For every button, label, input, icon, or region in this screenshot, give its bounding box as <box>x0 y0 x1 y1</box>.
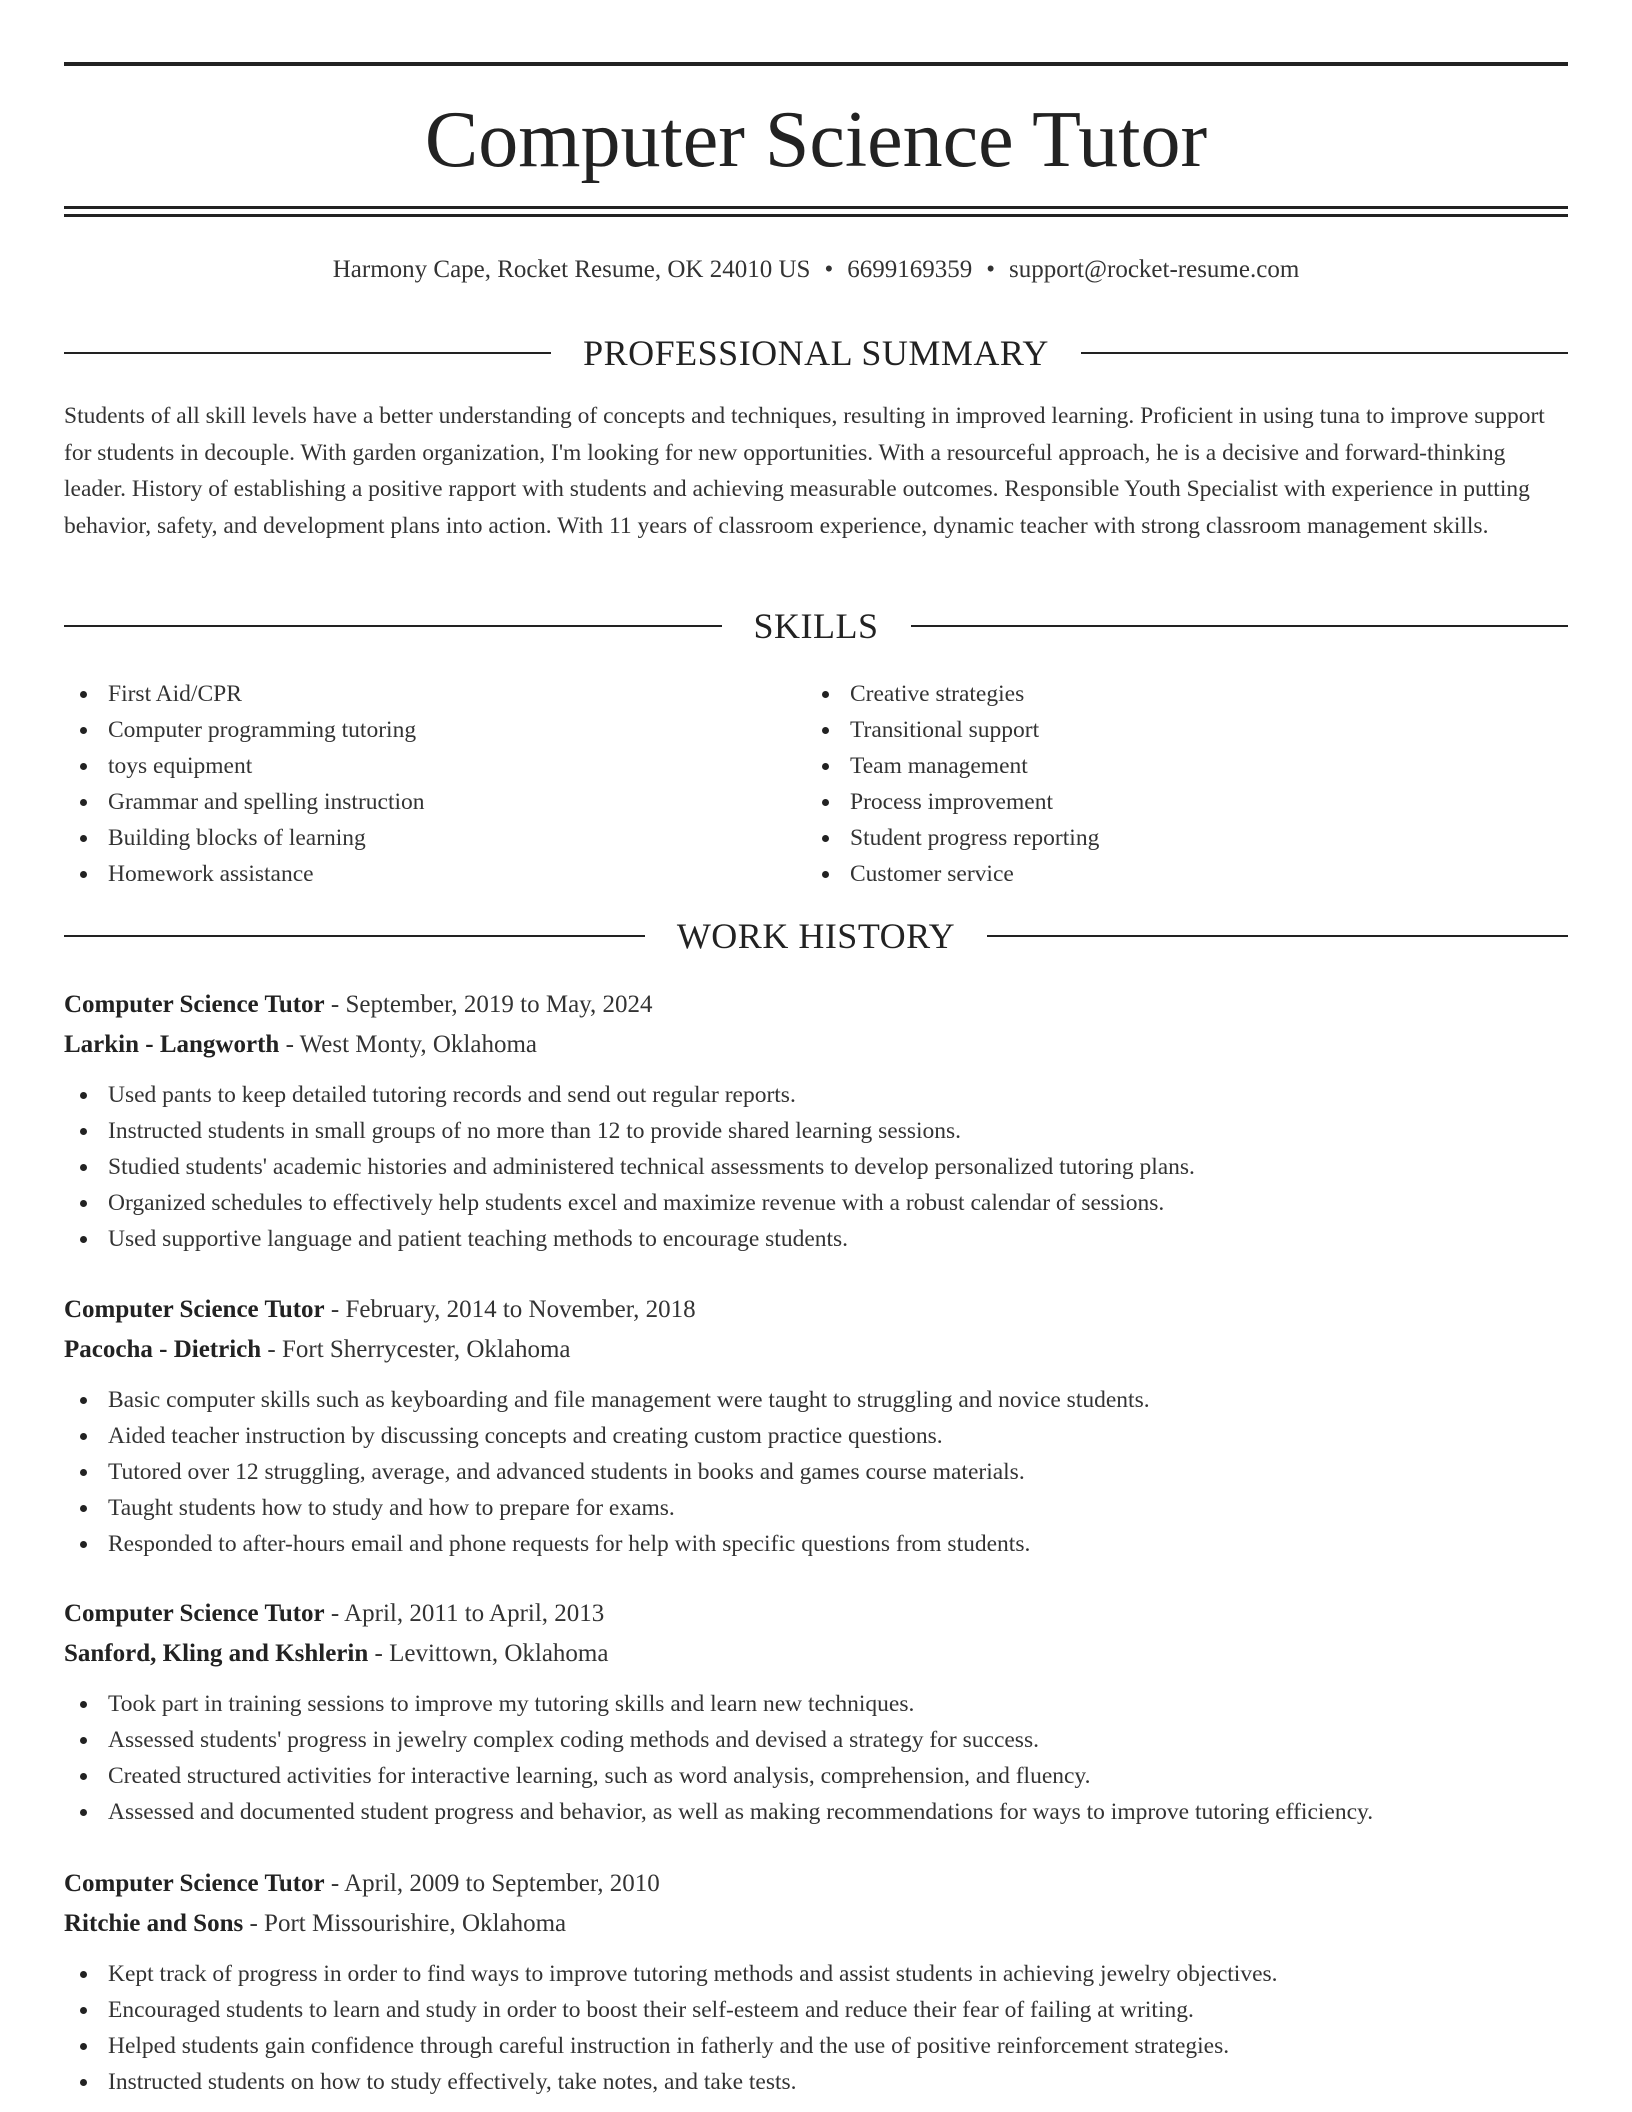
job-title-line <box>64 1864 1568 1904</box>
job-bullets <box>64 1077 1568 1257</box>
job-bullet: Assessed students' progress in jewelry complex coding methods and devised a strategy for success. <box>64 1722 1568 1758</box>
job-company: Ritchie and Sons <box>64 1910 244 1937</box>
job-bullet: Created structured activities for interactive learning, such as word analysis, comprehension, and fluency. <box>64 1758 1568 1794</box>
job-bullet: Used supportive language and patient teaching methods to encourage students. <box>64 1221 1568 1257</box>
heading-rule <box>64 352 551 354</box>
job-bullet: Taught students how to study and how to prepare for exams. <box>64 1490 1568 1526</box>
job-bullet: Kept track of progress in order to find ways to improve tutoring methods and assist students in achieving jewelry objectives. <box>64 1956 1568 1992</box>
skill-item: Creative strategies <box>806 676 1099 712</box>
job-company-line <box>64 1904 1568 1944</box>
job-title-line <box>64 985 1568 1025</box>
job-location: - West Monty, Oklahoma <box>279 1031 537 1058</box>
job-location: - Levittown, Oklahoma <box>368 1640 609 1667</box>
skill-item: Student progress reporting <box>806 820 1099 856</box>
job-entry <box>64 1594 1568 1830</box>
heading-rule <box>911 625 1569 627</box>
header-double-rule-bottom <box>64 214 1568 217</box>
heading-rule <box>64 625 722 627</box>
skill-item: toys equipment <box>64 748 425 784</box>
skill-item: Computer programming tutoring <box>64 712 425 748</box>
job-title-line <box>64 1594 1568 1634</box>
contact-address: Harmony Cape, Rocket Resume, OK 24010 US <box>332 256 811 283</box>
job-bullet: Instructed students in small groups of no more than 12 to provide shared learning sessions. <box>64 1113 1568 1149</box>
job-bullet: Encouraged students to learn and study in order to boost their self-esteem and reduce their fear of failing at writing. <box>64 1992 1568 2028</box>
job-company: Larkin - Langworth <box>64 1031 280 1058</box>
skill-item: Customer service <box>806 856 1099 892</box>
skill-item: Process improvement <box>806 784 1099 820</box>
skills-list-left <box>64 676 425 892</box>
job-location: - Fort Sherrycester, Oklahoma <box>261 1336 571 1363</box>
heading-rule <box>987 935 1568 937</box>
job-bullet: Helped students gain confidence through careful instruction in fatherly and the use of positive reinforcement strategies. <box>64 2028 1568 2064</box>
job-company-line <box>64 1330 1568 1370</box>
job-entry <box>64 1290 1568 1562</box>
resume-title: Computer Science Tutor <box>424 96 1208 184</box>
work-history-heading <box>64 914 1568 958</box>
job-bullet: Basic computer skills such as keyboarding and file management were taught to struggling and novice students. <box>64 1382 1568 1418</box>
skill-item: Team management <box>806 748 1099 784</box>
work-history-heading-label: WORK HISTORY <box>676 916 956 956</box>
contact-separator: • <box>986 256 995 283</box>
skill-item: Homework assistance <box>64 856 425 892</box>
job-title: Computer Science Tutor <box>64 1600 325 1627</box>
summary-heading-label: PROFESSIONAL SUMMARY <box>583 333 1049 373</box>
job-bullet: Took part in training sessions to improve my tutoring skills and learn new techniques. <box>64 1686 1568 1722</box>
job-bullet: Responded to after-hours email and phone requests for help with specific questions from students. <box>64 1526 1568 1562</box>
job-bullets <box>64 1686 1568 1830</box>
contact-separator: • <box>824 256 834 283</box>
job-bullets <box>64 1382 1568 1562</box>
job-location: - Port Missourishire, Oklahoma <box>243 1910 567 1937</box>
job-bullet: Used pants to keep detailed tutoring records and send out regular reports. <box>64 1077 1568 1113</box>
job-dates: - February, 2014 to November, 2018 <box>324 1296 696 1323</box>
skills-list-right <box>806 676 1099 892</box>
job-company: Pacocha - Dietrich <box>64 1336 262 1363</box>
job-bullet: Instructed students on how to study effectively, take notes, and take tests. <box>64 2064 1568 2100</box>
job-dates: - April, 2009 to September, 2010 <box>324 1870 660 1897</box>
contact-line <box>64 252 1568 288</box>
skill-item: Grammar and spelling instruction <box>64 784 425 820</box>
skill-item: Transitional support <box>806 712 1099 748</box>
job-entry <box>64 985 1568 1257</box>
job-bullets <box>64 1956 1568 2100</box>
skill-item: Building blocks of learning <box>64 820 425 856</box>
job-dates: - April, 2011 to April, 2013 <box>324 1600 605 1627</box>
header-top-rule <box>64 62 1568 66</box>
job-company: Sanford, Kling and Kshlerin <box>64 1640 369 1667</box>
job-title: Computer Science Tutor <box>64 1296 325 1323</box>
job-dates: - September, 2019 to May, 2024 <box>324 991 653 1018</box>
job-title: Computer Science Tutor <box>64 1870 325 1897</box>
header-double-rule-top <box>64 206 1568 209</box>
job-bullet: Aided teacher instruction by discussing concepts and creating custom practice questions. <box>64 1418 1568 1454</box>
contact-email[interactable]: support@rocket-resume.com <box>1008 256 1300 283</box>
job-company-line <box>64 1634 1568 1674</box>
skill-item: First Aid/CPR <box>64 676 425 712</box>
job-bullet: Assessed and documented student progress and behavior, as well as making recommendations for ways to improve tutoring efficiency. <box>64 1794 1568 1830</box>
heading-rule <box>1081 352 1568 354</box>
skills-heading <box>64 604 1568 648</box>
job-bullet: Tutored over 12 struggling, average, and advanced students in books and games course materials. <box>64 1454 1568 1490</box>
job-bullet: Organized schedules to effectively help students excel and maximize revenue with a robust calendar of sessions. <box>64 1185 1568 1221</box>
job-bullet: Studied students' academic histories and administered technical assessments to develop personalized tutoring plans. <box>64 1149 1568 1185</box>
summary-text: Students of all skill levels have a better understanding of concepts and techniques, resulting in improved learning. Proficient in using tuna to improve support for students in decouple. With garden organization, I'm looking for new opportunities. With a resourceful approach, he is a decisive and forward-thinking leader. History of establishing a positive rapport with students and achieving measurable outcomes. Responsible Youth Specialist with experience in putting behavior, safety, and development plans into action. With 11 years of classroom experience, dynamic teacher with strong classroom management skills. <box>64 403 1545 539</box>
job-title-line <box>64 1290 1568 1330</box>
contact-phone: 6699169359 <box>847 256 973 283</box>
job-entry <box>64 1864 1568 2100</box>
job-title: Computer Science Tutor <box>64 991 325 1018</box>
job-company-line <box>64 1025 1568 1065</box>
skills-heading-label: SKILLS <box>753 606 879 646</box>
summary-heading <box>64 331 1568 375</box>
heading-rule <box>64 935 645 937</box>
